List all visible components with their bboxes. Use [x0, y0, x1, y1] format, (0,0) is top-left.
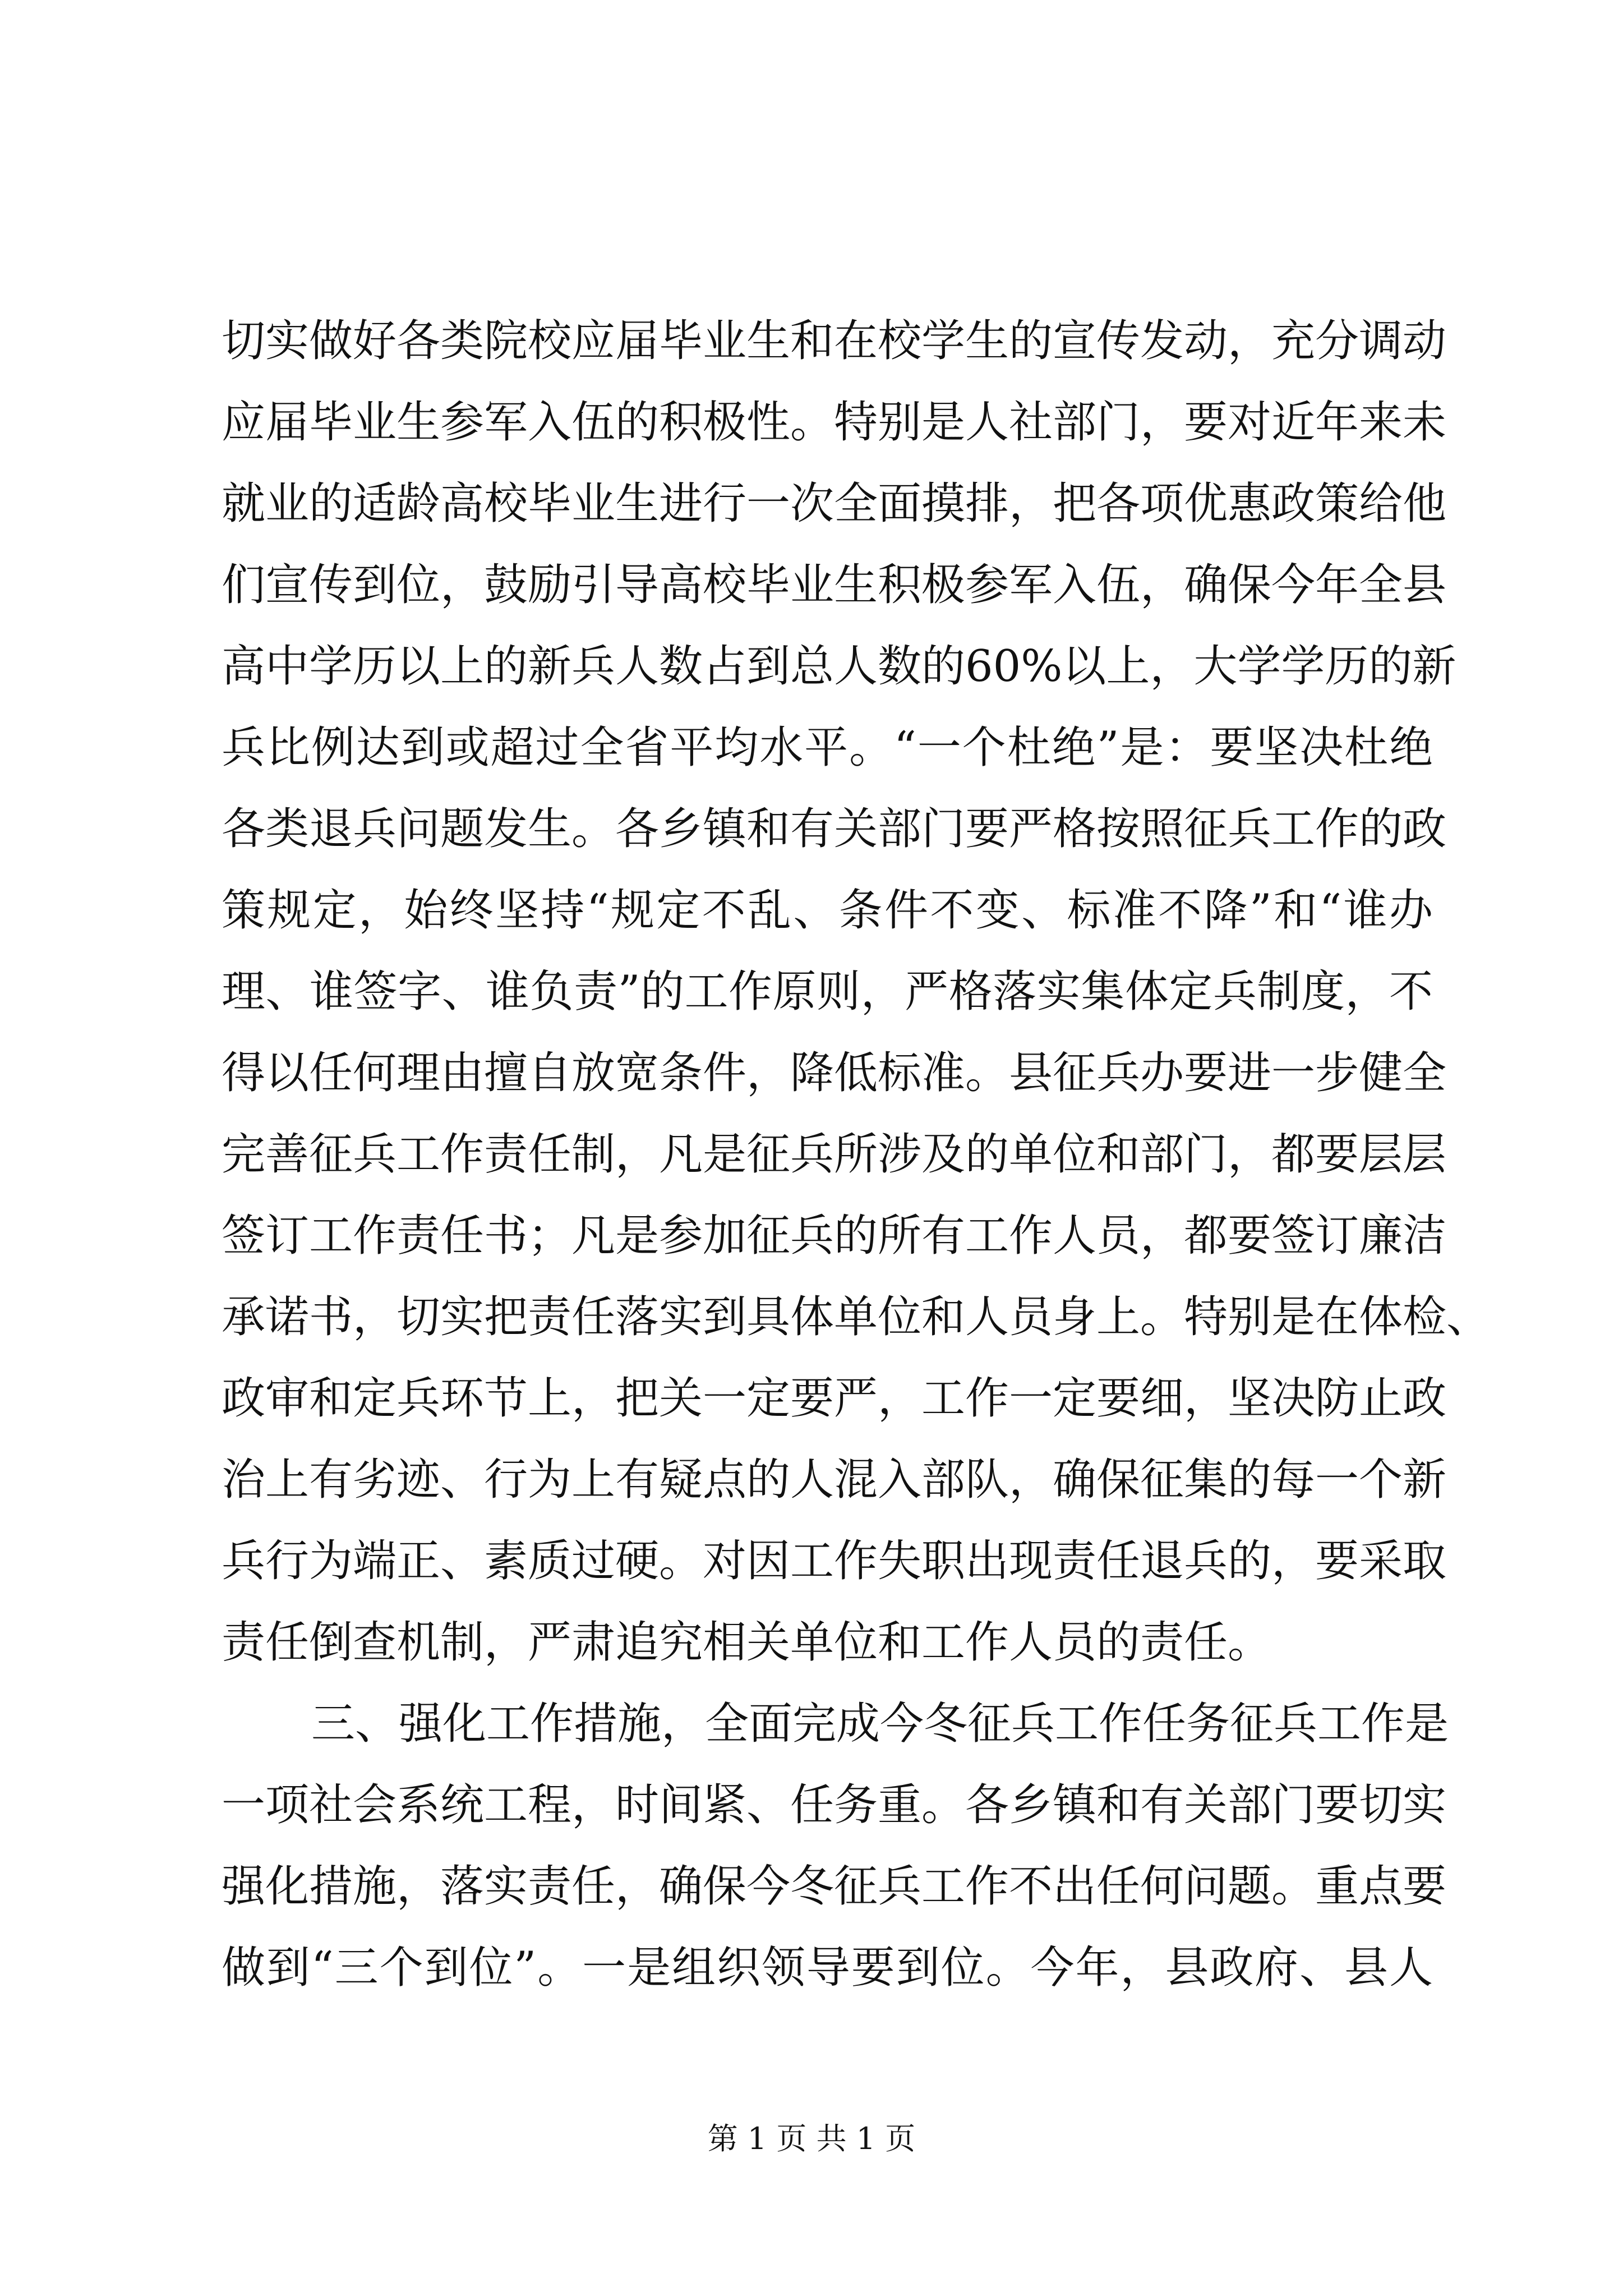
text-line: 签订工作责任书；凡是参加征兵的所有工作人员，都要签订廉洁: [222, 1211, 1447, 1261]
text-line: 完善征兵工作责任制，凡是征兵所涉及的单位和部门，都要层层: [222, 1129, 1447, 1180]
text-line: 应届毕业生参军入伍的积极性。特别是人社部门，要对近年来未: [222, 397, 1447, 448]
text-line: 们宣传到位，鼓励引导高校毕业生积极参军入伍，确保今年全县: [222, 560, 1447, 610]
paragraph-1: [222, 301, 1491, 1683]
text-line: 得以任何理由擅自放宽条件，降低标准。县征兵办要进一步健全: [222, 1048, 1447, 1098]
text-line: 做到“三个到位”。一是组织领导要到位。今年，县政府、县人: [222, 1943, 1433, 1993]
paragraph-2: [222, 1683, 1449, 2009]
text-line: 三、强化工作措施，全面完成今冬征兵工作任务征兵工作是: [311, 1699, 1449, 1749]
text-line: 各类退兵问题发生。各乡镇和有关部门要严格按照征兵工作的政: [222, 804, 1447, 854]
text-line: 一项社会系统工程，时间紧、任务重。各乡镇和有关部门要切实: [222, 1780, 1447, 1830]
document-body: [222, 301, 1491, 2009]
text-line: 就业的适龄高校毕业生进行一次全面摸排，把各项优惠政策给他: [222, 478, 1447, 529]
text-line: 策规定，始终坚持“规定不乱、条件不变、标准不降”和“谁办: [222, 885, 1433, 936]
text-line: 强化措施，落实责任，确保今冬征兵工作不出任何问题。重点要: [222, 1861, 1447, 1912]
text-line: 兵行为端正、素质过硬。对因工作失职出现责任退兵的，要采取: [222, 1536, 1447, 1586]
text-line: 切实做好各类院校应届毕业生和在校学生的宣传发动，充分调动: [222, 316, 1447, 366]
text-line: 治上有劣迹、行为上有疑点的人混入部队，确保征集的每一个新: [222, 1455, 1447, 1505]
page-number-footer: 第 1 页 共 1 页: [707, 2121, 916, 2156]
text-line: 承诺书，切实把责任落实到具体单位和人员身上。特别是在体检、: [222, 1292, 1491, 1342]
text-line: 政审和定兵环节上，把关一定要严，工作一定要细，坚决防止政: [222, 1373, 1447, 1424]
text-line: 高中学历以上的新兵人数占到总人数的60%以上，大学学历的新: [222, 641, 1456, 692]
text-line: 兵比例达到或超过全省平均水平。“一个杜绝”是：要坚决杜绝: [222, 723, 1433, 773]
text-line: 理、谁签字、谁负责”的工作原则，严格落实集体定兵制度，不: [222, 967, 1433, 1017]
text-line: 责任倒查机制，严肃追究相关单位和工作人员的责任。: [222, 1617, 1272, 1668]
